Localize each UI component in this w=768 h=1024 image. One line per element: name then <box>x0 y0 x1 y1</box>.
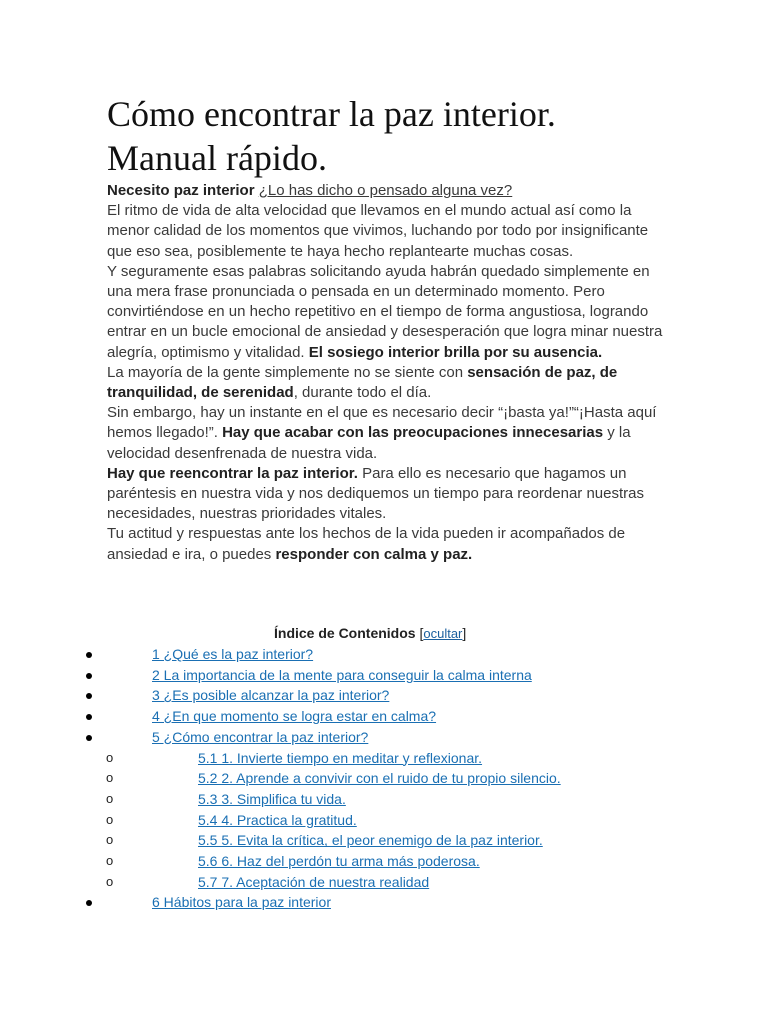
intro-p4-bold: sensación de paz, de tranquilidad, de serenidad <box>107 363 618 402</box>
intro-paragraph-7 <box>107 524 667 564</box>
toc-link[interactable]: 5.5 5. Evita la crítica, el peor enemigo de la paz interior. <box>198 832 543 849</box>
intro-paragraph-1 <box>107 181 667 201</box>
bullet-dot-icon <box>86 673 92 679</box>
intro-p3-text: Y seguramente esas palabras solicitando ayuda habrán quedado simplemente en una mera frase pronunciada o pensada en un determinado momento. Pero convirtiéndose en un hecho repetitivo en el tiempo de forma angustiosa, logrando entrar en un bucle emocional de ansiedad y desesperación que logra minar nuestra alegría, optimismo y vitalidad. <box>107 262 663 361</box>
intro-p6-bold: Hay que reencontrar la paz interior. <box>107 464 358 482</box>
intro-paragraph-3 <box>107 262 667 363</box>
toc-link[interactable]: 4 ¿En que momento se logra estar en calma? <box>152 708 437 725</box>
intro-p4-text-a: La mayoría de la gente simplemente no se siente con <box>107 363 464 381</box>
toc-link[interactable]: 5.1 1. Invierte tiempo en meditar y reflexionar. <box>198 749 483 766</box>
intro-paragraph-4 <box>107 363 667 403</box>
title-line-1: Cómo encontrar la paz interior. <box>107 94 556 134</box>
toc-link[interactable]: 5 ¿Cómo encontrar la paz interior? <box>152 728 369 745</box>
intro-bold-1: Necesito paz interior <box>107 182 255 199</box>
toc-link[interactable]: 3 ¿Es posible alcanzar la paz interior? <box>152 687 390 704</box>
bullet-circle-icon: o <box>106 749 114 765</box>
intro-p7-bold: responder con calma y paz. <box>275 545 473 563</box>
toc-link[interactable]: 2 La importancia de la mente para conseguir la calma interna <box>152 666 532 683</box>
intro-paragraph-5 <box>107 403 667 464</box>
bullet-dot-icon <box>86 735 92 741</box>
article-body <box>107 181 667 565</box>
bullet-dot-icon <box>86 714 92 720</box>
toc-hide-link[interactable]: ocultar <box>423 626 463 641</box>
bullet-circle-icon: o <box>106 811 114 827</box>
toc-heading: Índice de Contenidos <box>274 625 416 641</box>
intro-paragraph-2: El ritmo de vida de alta velocidad que llevamos en el mundo actual así como la menor calidad de los momentos que vivimos, luchando por todo por insignificante que eso sea, posiblemente te haya hecho replantearte muchas cosas. <box>107 202 649 260</box>
toc-bracket-close: ] <box>462 625 467 641</box>
intro-p7-text: Tu actitud y respuestas ante los hechos de la vida pueden ir acompañados de ansiedad e ira, o puedes <box>107 525 626 563</box>
intro-p3-bold: El sosiego interior brilla por su ausencia. <box>308 343 603 361</box>
intro-p5-text-a: Sin embargo, hay un instante en el que es necesario decir “¡basta ya!”“¡Hasta aquí hemos llegado!”. <box>107 404 657 442</box>
bullet-circle-icon: o <box>106 853 114 868</box>
toc-link[interactable]: 5.2 2. Aprende a convivir con el ruido de tu propio silencio. <box>198 770 561 787</box>
bullet-circle-icon: o <box>106 770 114 786</box>
bullet-circle-icon: o <box>106 832 114 848</box>
bullet-circle-icon: o <box>106 790 114 806</box>
intro-p5-text-b: y la velocidad desenfrenada de nuestra vida. <box>107 424 631 462</box>
intro-p5-bold: Hay que acabar con las preocupaciones innecesarias <box>222 424 604 442</box>
intro-paragraph-6 <box>107 464 667 525</box>
bullet-dot-icon <box>86 900 92 906</box>
bullet-circle-icon: o <box>106 873 114 889</box>
intro-question-link[interactable]: ¿Lo has dicho o pensado alguna vez? <box>258 182 513 199</box>
toc-link[interactable]: 5.7 7. Aceptación de nuestra realidad <box>198 873 430 890</box>
intro-p4-text-b: , durante todo el día. <box>293 384 432 402</box>
toc-link[interactable]: 5.4 4. Practica la gratitud. <box>198 811 357 828</box>
toc-link[interactable]: 5.6 6. Haz del perdón tu arma más poderosa. <box>198 853 480 869</box>
toc-link[interactable]: 6 Hábitos para la paz interior <box>152 894 331 911</box>
intro-p6-text: Para ello es necesario que hagamos un paréntesis en nuestra vida y nos dediquemos un tiempo para reordenar nuestras necesidades, nuestras prioridades vitales. <box>107 464 644 523</box>
toc-link[interactable]: 1 ¿Qué es la paz interior? <box>152 646 314 662</box>
bullet-dot-icon <box>86 652 92 658</box>
toc-bracket-open: [ <box>419 625 424 641</box>
page-title <box>107 92 727 180</box>
title-line-2: Manual rápido. <box>107 138 327 178</box>
bullet-dot-icon <box>86 693 92 699</box>
toc-link[interactable]: 5.3 3. Simplifica tu vida. <box>198 790 346 807</box>
toc-header <box>274 624 466 643</box>
